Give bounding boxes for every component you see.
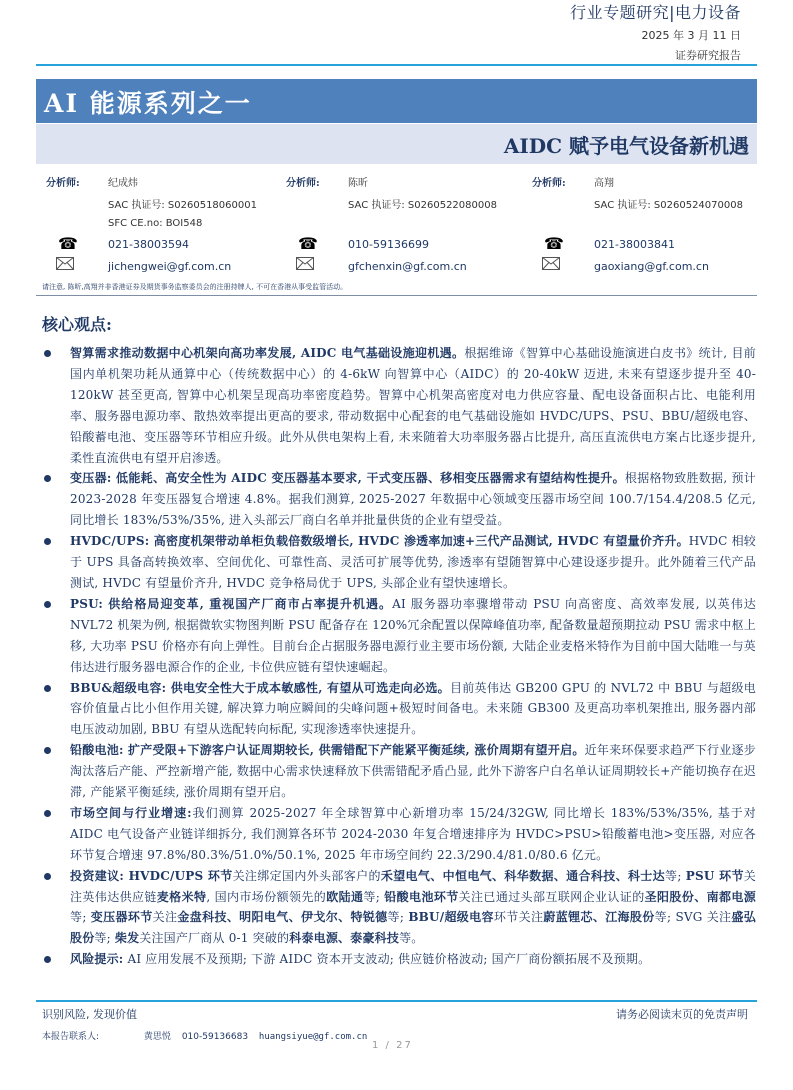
core-viewpoints-list — [40, 343, 756, 970]
list-item — [40, 343, 756, 468]
analyst-name: 高翔 — [594, 178, 614, 189]
highlight-text: BBU/超级电容 — [408, 910, 494, 925]
highlight-text: 投资建议: HVDC/UPS 环节 — [70, 868, 233, 883]
highlight-text: 麦格米特 — [156, 889, 207, 904]
report-category: 行业专题研究|电力设备 — [570, 3, 741, 22]
contact-email[interactable]: huangsiyue@gf.com.cn — [258, 1032, 368, 1042]
analyst-card — [522, 168, 762, 278]
analyst-card — [276, 168, 516, 278]
highlight-text: 科泰电源、泰豪科技 — [289, 931, 400, 946]
analyst-block — [36, 168, 757, 278]
bullet-text: AI 应用发展不及预期; 下游 AIDC 资本开支波动; 供应链价格波动; 国产厂商份额拓展不及预期。 — [123, 952, 651, 967]
highlight-text: 金盘科技、明阳电气、伊戈尔、特锐德 — [177, 910, 388, 925]
highlight-text: PSU 环节 — [685, 868, 744, 883]
bullet-text: 关注绑定国内外头部客户的 — [232, 868, 381, 883]
report-date: 2025 年 3 月 11 日 — [641, 29, 741, 42]
bullet-text: 等; — [665, 868, 686, 883]
analyst-label: 分析师: — [532, 178, 566, 189]
analyst-sfc: SFC CE.no: BOI548 — [108, 218, 203, 229]
bullet-heading: 变压器: 低能耗、高安全性为 AIDC 变压器基本要求, 干式变压器、移相变压器需求有望结构性提升。 — [70, 471, 625, 486]
contact-phone: 010-59136683 — [181, 1032, 249, 1042]
list-item — [40, 740, 756, 803]
telephone-icon: ☎ — [298, 234, 318, 253]
list-item — [40, 468, 756, 531]
list-item — [40, 949, 756, 970]
analyst-sac: SAC 执证号: S0260524070008 — [594, 200, 743, 211]
bullet-heading: 铅酸电池: 扩产受限+下游客户认证周期较长, 供需错配下产能紧平衡延续, 涨价周期有望开启。 — [70, 743, 585, 758]
bullet-text: 根据维谛《智算中心基础设施演进白皮书》统计, 目前国内单机架功耗从通算中心（传统数据中心）的 4-6kW 向智算中心（AIDC）的 20-40kW 迈进, 未来有望逐步提升至 40-120kW 甚至更高, 智算中心机架呈现高功率密度趋势。智算中心机架高密度对电力供应容量、配电设备面积占比、电能利用率、服务器电源功率、散热效率提出更高的要求, 带动数据中心配套的电气基础设施如 HVDC/UPS、PSU、BBU/超级电容、铅酸蓄电池、变压器等环节相应升级。此外从供电架构上看, 未来随着大功率服务器占比提升, 高压直流供电方案占比逐步提升, 柔性直流供电有望开启渗透。 — [70, 346, 756, 465]
bullet-heading: 市场空间与行业增速: — [70, 805, 192, 820]
bullet-text: 等; SVG 关注 — [654, 910, 732, 925]
highlight-text: 蔚蓝锂芯、江海股份 — [543, 910, 655, 925]
envelope-icon — [56, 257, 74, 270]
footer-slogan: 识别风险, 发现价值 — [42, 1008, 137, 1021]
bullet-text: 目前英伟达 GB200 GPU 的 NVL72 中 BBU 与超级电容价值量占比小但作用关键, 解决算力响应瞬间的尖峰问题+极短时间备电。未来随 GB300 及更高功率机架推出, 服务器内部电压波动加剧, BBU 有望从选配转向标配, 实现渗透率快速提升。 — [70, 680, 756, 737]
bullet-text: AI 服务器功率骤增带动 PSU 向高密度、高效率发展, 以英伟达 NVL72 机架为例, 根据微软实物图判断 PSU 配备存在 120%冗余配置以保障峰值功率, 配备数量超预期拉动 PSU 需求中枢上移, 大功率 PSU 价格亦有向上弹性。目前台企占据服务器电源行业主要市场份额, 大陆企业麦格米特作为目前中国大陆唯一与英伟达进行服务器电源合作的企业, 卡位供应链有望快速崛起。 — [70, 596, 756, 674]
bullet-text: 我们测算 2025-2027 年全球智算中心新增功率 15/24/32GW, 同比增长 183%/53%/35%, 基于对 AIDC 电气设备产业链详细拆分, 我们测算各环节 2024-2030 年复合增速排序为 HVDC>PSU>铅酸蓄电池>变压器, 对应各环节复合增速 97.8%/80.3%/51.0%/50.1%, 2025 年市场空间约 22.3/290.4/81.0/80.6 亿元。 — [70, 805, 756, 862]
list-item — [40, 803, 756, 866]
report-title: AIDC 赋予电气设备新机遇 — [503, 134, 749, 158]
highlight-text: 盛弘股份 — [70, 910, 756, 946]
header-divider — [36, 64, 757, 66]
list-item — [40, 594, 756, 678]
highlight-text: 禾望电气、中恒电气、科华数据、通合科技、科士达 — [380, 868, 666, 883]
title-banner — [36, 124, 757, 164]
contact-name: 黄思悦 — [143, 1032, 171, 1042]
notice-divider — [36, 295, 757, 296]
bullet-text: HVDC 相较于 UPS 具备高转换效率、空间优化、可靠性高、灵活可扩展等优势, 渗透率有望随智算中心建设逐步提升。此外随着三代产品测试, HVDC 有望量价齐升, HVDC 竞争格局优于 UPS, 头部企业有望快速增长。 — [70, 534, 756, 590]
bullet-text: 关注已通过头部互联网企业认证的 — [458, 889, 645, 904]
report-contact — [42, 1029, 375, 1042]
bullet-text: 等。 — [399, 931, 424, 946]
footer-divider — [36, 1000, 757, 1002]
bullet-text: 等; — [70, 910, 91, 925]
bullet-text: , 国内市场份额领先的 — [206, 889, 327, 904]
analyst-name: 陈昕 — [348, 178, 368, 189]
regulatory-notice: 请注意, 陈昕,高翔并非香港证券及期货事务监察委员会的注册持牌人, 不可在香港从事受监管活动。 — [42, 283, 348, 291]
bullet-text: 根据格物致胜数据, 预计 2023-2028 年变压器复合增速 4.8%。据我们测算, 2025-2027 年数据中心领域变压器市场空间 100.7/154.4/208.5 亿元, 同比增长 183%/53%/35%, 进入头部云厂商白名单并批量供货的企业有望受益。 — [70, 471, 757, 528]
highlight-text: 铅酸电池环节 — [384, 889, 459, 904]
analyst-email[interactable]: jichengwei@gf.com.cn — [108, 260, 232, 273]
highlight-text: 柴发 — [114, 931, 140, 946]
highlight-text: 变压器环节 — [90, 910, 153, 925]
highlight-text: 圣阳股份、南都电源 — [644, 889, 756, 904]
highlight-text: 欧陆通 — [326, 889, 364, 904]
contact-label: 本报告联系人: — [42, 1032, 100, 1042]
telephone-icon: ☎ — [544, 234, 564, 253]
bullet-text: 关注 — [152, 910, 178, 925]
bullet-text: 等; — [363, 889, 385, 904]
bullet-text: 等; — [387, 910, 409, 925]
analyst-sac: SAC 执证号: S0260522080008 — [348, 200, 497, 211]
bullet-heading: 风险提示: — [70, 952, 124, 967]
bullet-heading: PSU: 供给格局迎变革, 重视国产厂商市占率提升机遇。 — [70, 596, 393, 611]
list-item-investment — [40, 866, 756, 950]
page-number: 1 / 27 — [372, 1040, 413, 1051]
envelope-icon — [296, 257, 314, 270]
analyst-name: 纪成炜 — [108, 178, 138, 189]
analyst-label: 分析师: — [46, 178, 80, 189]
analyst-phone: 021-38003841 — [594, 238, 675, 251]
analyst-email[interactable]: gaoxiang@gf.com.cn — [594, 260, 709, 273]
bullet-text: 关注英伟达供应链 — [70, 868, 756, 904]
disclaimer-link[interactable]: 请务必阅读末页的免责声明 — [616, 1008, 748, 1021]
analyst-email[interactable]: gfchenxin@gf.com.cn — [348, 260, 467, 273]
core-viewpoints-heading: 核心观点: — [42, 315, 112, 334]
list-item — [40, 678, 756, 741]
bullet-heading: BBU&超级电容: 供电安全性大于成本敏感性, 有望从可选走向必选。 — [70, 680, 450, 695]
analyst-sac: SAC 执证号: S0260518060001 — [108, 200, 257, 211]
telephone-icon: ☎ — [58, 234, 78, 253]
bullet-heading: 智算需求推动数据中心机架向高功率发展, AIDC 电气基础设施迎机遇。 — [70, 346, 465, 360]
envelope-icon — [542, 257, 560, 270]
series-banner — [36, 79, 757, 123]
analyst-card — [36, 168, 276, 278]
analyst-phone: 021-38003594 — [108, 238, 189, 251]
bullet-text: 环节关注 — [493, 910, 544, 925]
series-title: AI 能源系列之一 — [44, 89, 252, 118]
list-item — [40, 531, 756, 594]
report-type: 证券研究报告 — [675, 49, 741, 62]
bullet-heading: HVDC/UPS: 高密度机架带动单柜负载倍数级增长, HVDC 渗透率加速+三代产品测试, HVDC 有望量价齐升。 — [70, 534, 689, 549]
analyst-label: 分析师: — [286, 178, 320, 189]
bullet-text: 关注国产厂商从 0-1 突破的 — [139, 931, 290, 946]
report-header — [570, 2, 741, 63]
bullet-text: 近年来环保要求趋严下行业逐步淘汰落后产能、严控新增产能, 数据中心需求快速释放下供需错配矛盾凸显, 此外下游客户白名单认证周期较长+产能切换存在迟滞, 产能紧平衡延续, 涨价周期有望开启。 — [70, 743, 757, 800]
analyst-phone: 010-59136699 — [348, 238, 429, 251]
bullet-text: 等; — [94, 931, 115, 946]
